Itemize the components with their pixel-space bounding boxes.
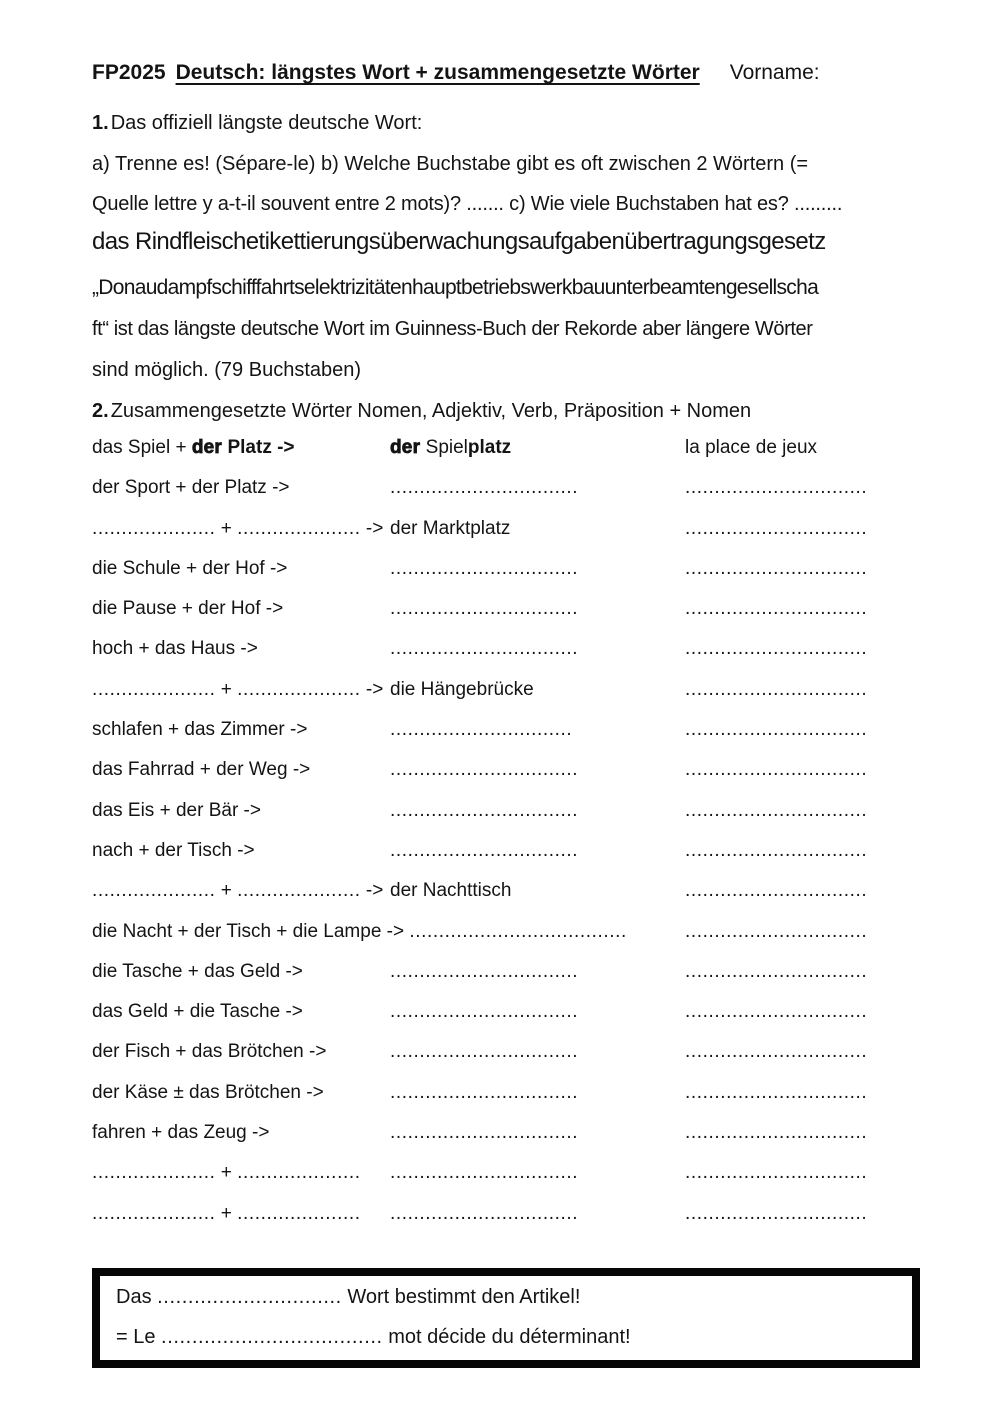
text-segment: Spiel [425, 437, 468, 458]
table-cell [685, 880, 922, 902]
text-segment: + [215, 1202, 238, 1224]
fill-in-blank: ..................... [92, 880, 216, 902]
fill-in-blank: ................................ [390, 1081, 579, 1103]
fill-in-blank: ................................ [390, 1202, 579, 1224]
section1-number: 1. [92, 112, 109, 134]
text-segment: der Sport + der Platz -> [92, 477, 290, 499]
text-segment: la place de jeux [685, 437, 818, 458]
text-segment: + [215, 678, 238, 700]
table-cell [92, 437, 390, 459]
table-cell [685, 1122, 922, 1144]
text-segment: der Marktplatz [390, 517, 511, 539]
table-cell [92, 1162, 390, 1184]
fill-in-blank: ............................... [685, 678, 868, 700]
fill-in-blank: ............................... [685, 557, 868, 579]
table-cell [92, 719, 390, 741]
fill-in-blank: ..................... [237, 678, 361, 700]
text-segment: Wort bestimmt den Artikel! [341, 1286, 581, 1308]
text-segment: die Schule + der Hof -> [92, 557, 288, 579]
table-cell [685, 518, 922, 540]
long-word-3: ft“ ist das längste deutsche Wort im Guinness-Buch der Rekorde aber längere Wörter [92, 318, 813, 340]
table-cell [92, 800, 390, 822]
fill-in-blank: ............................... [390, 719, 573, 741]
table-cell [92, 840, 390, 862]
table-cell [390, 518, 685, 540]
table-cell [92, 1001, 390, 1023]
table-cell [390, 679, 685, 701]
fill-in-blank: ............................... [685, 1001, 868, 1023]
table-cell [92, 880, 390, 902]
text-segment: schlafen + das Zimmer -> [92, 719, 308, 741]
fill-in-blank: ..................... [92, 1162, 216, 1184]
fill-in-blank: ............................... [685, 759, 868, 781]
table-cell [685, 961, 922, 983]
table-cell [390, 437, 685, 459]
fill-in-blank: ..................... [237, 880, 361, 902]
fill-in-blank: ..................................... [409, 920, 627, 942]
task-line-a: a) Trenne es! (Sépare-le) b) Welche Buchstabe gibt es oft zwischen 2 Wörtern (= [92, 153, 809, 175]
section2-number: 2. [92, 400, 109, 422]
table-cell [685, 840, 922, 862]
table-row [92, 1001, 922, 1041]
table-cell [685, 679, 922, 701]
table-cell [685, 719, 922, 741]
fill-in-blank: ..................... [92, 678, 216, 700]
fill-in-blank: ................................ [390, 839, 579, 861]
table-row [92, 1162, 922, 1202]
table-row [92, 598, 922, 638]
table-cell [390, 961, 685, 983]
task-line-b: Quelle lettre y a-t-il souvent entre 2 mots)? ....... c) Wie viele Buchstaben hat es? ......... [92, 193, 843, 215]
fill-in-blank: ............................... [685, 1041, 868, 1063]
text-segment: + [215, 880, 238, 902]
table-cell [390, 1001, 685, 1023]
section1-heading-text: Das offiziell längste deutsche Wort: [110, 112, 423, 134]
name-label: Vorname: [729, 61, 820, 84]
table-row [92, 437, 922, 477]
text-segment: das Fahrrad + der Weg -> [92, 759, 311, 781]
section2-heading-text: Zusammengesetzte Wörter Nomen, Adjektiv, Verb, Präposition + Nomen [110, 400, 752, 422]
course-code: FP2025 [92, 61, 166, 84]
fill-in-blank: ................................ [390, 1162, 579, 1184]
fill-in-blank: ................................ [390, 759, 579, 781]
fill-in-blank: ............................... [685, 1202, 868, 1224]
table-cell [92, 518, 390, 540]
worksheet-title: Deutsch: längstes Wort + zusammengesetzte Wörter [175, 61, 700, 84]
fill-in-blank: ............................... [685, 960, 868, 982]
table-cell [390, 598, 685, 620]
fill-in-blank: ............................... [685, 880, 868, 902]
table-cell [92, 1203, 390, 1225]
rule-box [92, 1268, 920, 1368]
table-cell [390, 880, 685, 902]
text-segment: + [215, 517, 238, 539]
table-cell [390, 558, 685, 580]
table-cell [92, 921, 685, 943]
fill-in-blank: ............................... [685, 920, 868, 942]
table-cell [92, 638, 390, 660]
table-row [92, 1082, 922, 1122]
table-cell [685, 1082, 922, 1104]
text-segment: das Eis + der Bär -> [92, 799, 261, 821]
fill-in-blank: ............................... [685, 598, 868, 620]
table-cell [685, 1203, 922, 1225]
rule-line-french [116, 1326, 631, 1349]
fill-in-blank: ..................... [92, 517, 216, 539]
text-segment: das Spiel + [92, 437, 192, 458]
table-cell [390, 1122, 685, 1144]
text-segment: die Hängebrücke [390, 678, 534, 700]
text-segment: nach + der Tisch -> [92, 839, 255, 861]
table-cell [92, 1082, 390, 1104]
fill-in-blank: .............................. [157, 1286, 342, 1308]
table-cell [685, 759, 922, 781]
fill-in-blank: ..................... [92, 1202, 216, 1224]
table-row [92, 1122, 922, 1162]
table-row [92, 719, 922, 759]
table-row [92, 518, 922, 558]
table-cell [92, 961, 390, 983]
text-segment: = Le [116, 1326, 162, 1348]
fill-in-blank: ................................ [390, 799, 579, 821]
table-row [92, 558, 922, 598]
table-cell [390, 1203, 685, 1225]
text-segment: -> [360, 517, 384, 539]
table-cell [685, 437, 922, 459]
fill-in-blank: ............................... [685, 1122, 868, 1144]
fill-in-blank: ............................... [685, 1162, 868, 1184]
table-cell [390, 800, 685, 822]
fill-in-blank: ................................ [390, 598, 579, 620]
table-cell [390, 1082, 685, 1104]
table-cell [390, 840, 685, 862]
text-segment: platz [467, 437, 512, 458]
rule-line-german [116, 1286, 580, 1309]
table-cell [92, 558, 390, 580]
fill-in-blank: ............................... [685, 799, 868, 821]
fill-in-blank: ............................... [685, 839, 868, 861]
text-segment: die Tasche + das Geld -> [92, 960, 303, 982]
table-cell [685, 1162, 922, 1184]
long-word-4: sind möglich. (79 Buchstaben) [92, 359, 362, 381]
table-cell [685, 1041, 922, 1063]
text-segment: -> [360, 678, 384, 700]
table-row [92, 880, 922, 920]
table-cell [92, 477, 390, 499]
section2-heading [92, 399, 751, 423]
table-cell [390, 1041, 685, 1063]
table-cell [685, 477, 922, 499]
table-row [92, 961, 922, 1001]
long-word-1: das Rindfleischetikettierungsüberwachungsaufgabenübertragungsgesetz [92, 228, 826, 255]
table-row [92, 840, 922, 880]
fill-in-blank: ................................ [390, 477, 579, 499]
table-row [92, 679, 922, 719]
section1-heading [92, 111, 422, 135]
fill-in-blank: ..................... [237, 1162, 361, 1184]
text-segment: fahren + das Zeug -> [92, 1122, 270, 1144]
table-cell [390, 477, 685, 499]
text-segment: Platz -> [227, 437, 295, 458]
text-segment: die Pause + der Hof -> [92, 598, 284, 620]
table-cell [685, 800, 922, 822]
fill-in-blank: ............................... [685, 719, 868, 741]
text-segment: -> [360, 880, 384, 902]
table-cell [390, 1162, 685, 1184]
compound-table [92, 437, 922, 1243]
text-segment: mot décide du déterminant! [382, 1326, 631, 1348]
text-segment: der Käse ± das Brötchen -> [92, 1081, 324, 1103]
text-segment: Das [116, 1286, 158, 1308]
table-row [92, 800, 922, 840]
table-row [92, 1203, 922, 1243]
text-segment: der [191, 437, 228, 458]
table-cell [685, 921, 922, 943]
fill-in-blank: ................................ [390, 1001, 579, 1023]
text-segment: das Geld + die Tasche -> [92, 1001, 303, 1023]
table-cell [92, 598, 390, 620]
table-row [92, 477, 922, 517]
table-cell [685, 598, 922, 620]
table-row [92, 1041, 922, 1081]
table-cell [92, 679, 390, 701]
fill-in-blank: ................................ [390, 638, 579, 660]
fill-in-blank: ............................... [685, 477, 868, 499]
fill-in-blank: .................................... [161, 1326, 383, 1348]
text-segment: der Nachttisch [390, 880, 512, 902]
text-segment: die Nacht + der Tisch + die Lampe -> [92, 920, 410, 942]
table-cell [685, 558, 922, 580]
text-segment: + [215, 1162, 238, 1184]
fill-in-blank: ................................ [390, 960, 579, 982]
fill-in-blank: ............................... [685, 1081, 868, 1103]
table-row [92, 759, 922, 799]
fill-in-blank: ............................... [685, 517, 868, 539]
table-cell [92, 1041, 390, 1063]
table-cell [92, 759, 390, 781]
fill-in-blank: ..................... [237, 517, 361, 539]
table-row [92, 638, 922, 678]
table-row [92, 921, 922, 961]
long-word-2: „Donaudampfschifffahrtselektrizitätenhauptbetriebswerkbauunterbeamtengesellscha [92, 276, 819, 299]
fill-in-blank: ................................ [390, 1122, 579, 1144]
table-cell [92, 1122, 390, 1144]
fill-in-blank: ............................... [685, 638, 868, 660]
text-segment: hoch + das Haus -> [92, 638, 258, 660]
text-segment: der [390, 437, 426, 458]
table-cell [685, 638, 922, 660]
text-segment: der Fisch + das Brötchen -> [92, 1041, 327, 1063]
table-cell [685, 1001, 922, 1023]
table-cell [390, 719, 685, 741]
table-cell [390, 638, 685, 660]
worksheet-header [92, 60, 820, 85]
fill-in-blank: ................................ [390, 557, 579, 579]
fill-in-blank: ..................... [237, 1202, 361, 1224]
fill-in-blank: ................................ [390, 1041, 579, 1063]
table-cell [390, 759, 685, 781]
